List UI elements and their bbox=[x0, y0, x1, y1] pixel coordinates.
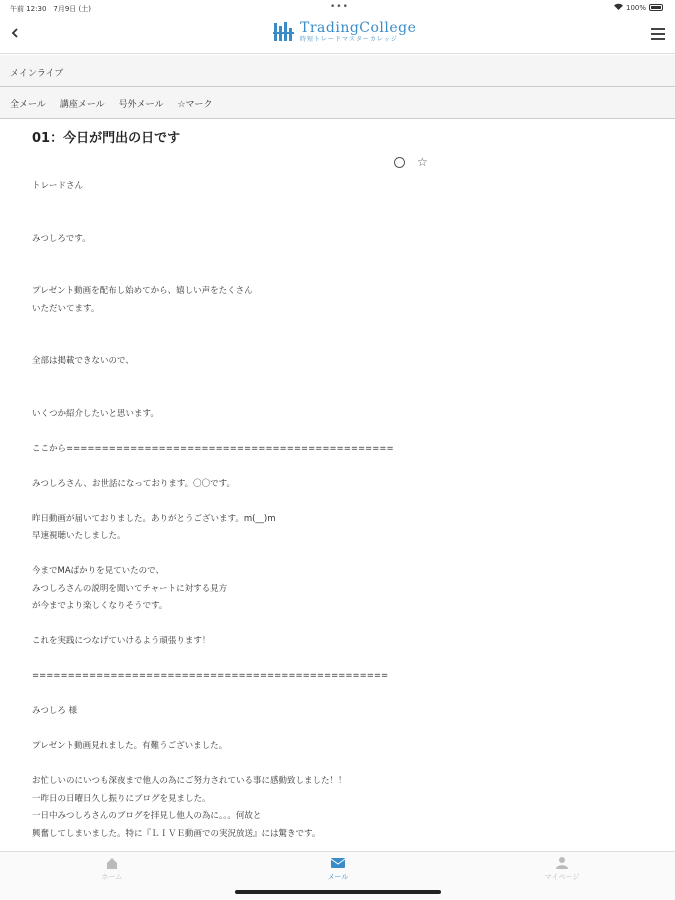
bottom-nav bbox=[0, 851, 675, 900]
status-bar bbox=[0, 0, 675, 16]
mail-line: ================================================== bbox=[32, 671, 389, 681]
mail-line: 全部は掲載できないので、 bbox=[32, 356, 134, 366]
mail-line bbox=[32, 458, 652, 476]
mail-line: ここから============================================== bbox=[32, 443, 394, 454]
logo-subtitle: 時短トレードマスターカレッジ bbox=[300, 36, 398, 43]
mail-line: お忙しいのにいつも深夜まで他人の為にご努力されている事に感動致しました！！ bbox=[32, 776, 347, 786]
mail-line bbox=[32, 721, 652, 739]
mail-line bbox=[32, 213, 652, 231]
app-header bbox=[0, 16, 675, 54]
mail-line bbox=[32, 423, 652, 441]
mail-line: 一昨日の日曜日久し振りにブログを見ました。 bbox=[32, 793, 211, 804]
mail-line bbox=[32, 756, 652, 774]
wifi-icon bbox=[614, 3, 623, 12]
tab-course-mail[interactable]: 講座メール bbox=[59, 100, 105, 110]
mail-line bbox=[32, 318, 652, 336]
chevron-left-icon bbox=[10, 26, 20, 40]
mail-line: 今までMAばかりを見ていたので、 bbox=[32, 566, 164, 576]
logo-mark-icon bbox=[272, 20, 296, 44]
mail-line: これを実践につなげていけるよう頑張ります！ bbox=[32, 636, 211, 646]
status-right bbox=[614, 3, 663, 12]
mail-line: プレゼント動画を配布し始めてから、嬉しい声をたくさん bbox=[32, 286, 253, 296]
battery-icon bbox=[649, 4, 663, 11]
menu-line-icon bbox=[651, 38, 665, 40]
read-status-circle-icon[interactable] bbox=[394, 157, 405, 168]
mail-line: みつしろさん、お世話になっております。〇〇です。 bbox=[32, 478, 235, 489]
app-logo bbox=[272, 20, 416, 44]
tab-all-mail[interactable]: 全メール bbox=[10, 100, 46, 110]
mail-line: いくつか紹介したいと思います。 bbox=[32, 408, 159, 419]
menu-line-icon bbox=[651, 33, 665, 35]
mail-title: 01：今日が門出の日です bbox=[32, 131, 181, 146]
star-icon[interactable]: ☆ bbox=[417, 155, 428, 169]
mail-line: トレードさん bbox=[32, 181, 84, 191]
mail-line bbox=[32, 686, 652, 704]
mail-line: 興奮してしまいました。特に『ＬＩＶＥ動画での実況放送』には驚きです。 bbox=[32, 828, 321, 839]
mail-line: が今までより楽しくなりそうです。 bbox=[32, 601, 168, 611]
mail-line: みつしろです。 bbox=[32, 233, 91, 244]
multitask-dots[interactable]: ••• bbox=[330, 2, 349, 12]
nav-mypage[interactable] bbox=[522, 856, 602, 882]
battery-percent: 100% bbox=[625, 3, 646, 12]
tab-starred[interactable]: ☆マーク bbox=[177, 100, 213, 110]
nav-mypage-label: マイページ bbox=[544, 873, 580, 881]
mail-line bbox=[32, 651, 652, 669]
mail-line: プレゼント動画見れました。有難うございました。 bbox=[32, 741, 228, 751]
mail-line: みつしろ 様 bbox=[32, 706, 78, 716]
home-icon bbox=[105, 856, 119, 870]
mail-line: いただいてます。 bbox=[32, 303, 100, 314]
mail-line bbox=[32, 266, 652, 284]
status-time-date: 午前 12:30 7月9日 (土) bbox=[10, 5, 91, 13]
mail-line: みつしろさんの説明を聞いてチャートに対する見方 bbox=[32, 583, 228, 594]
back-button[interactable] bbox=[10, 26, 24, 44]
mail-line: 早速視聴いたしました。 bbox=[32, 531, 126, 541]
hamburger-menu-button[interactable] bbox=[651, 28, 665, 40]
logo-title: TradingCollege bbox=[300, 20, 417, 36]
tab-extra-mail[interactable]: 号外メール bbox=[118, 100, 164, 110]
mail-line bbox=[32, 388, 652, 406]
section-label: メインライブ bbox=[0, 55, 675, 87]
person-icon bbox=[555, 856, 569, 870]
mail-line bbox=[32, 616, 652, 634]
mail-line bbox=[32, 371, 652, 389]
menu-line-icon bbox=[651, 28, 665, 30]
nav-home[interactable] bbox=[72, 856, 152, 882]
nav-home-label: ホーム bbox=[101, 873, 123, 881]
nav-mail-label: メール bbox=[327, 873, 349, 881]
mail-line bbox=[32, 546, 652, 564]
nav-mail[interactable] bbox=[298, 856, 378, 882]
envelope-icon bbox=[330, 856, 346, 870]
mail-body bbox=[32, 178, 652, 850]
mail-line: 一日中みつしろさんのブログを拝見し他人の為に。。。何故と bbox=[32, 811, 262, 821]
mail-line bbox=[32, 248, 652, 266]
mail-filter-tabs bbox=[0, 87, 675, 119]
mail-line bbox=[32, 336, 652, 354]
mail-line: 昨日動画が届いておりました。ありがとうございます。m(__)m bbox=[32, 513, 276, 524]
mail-line bbox=[32, 493, 652, 511]
home-indicator[interactable] bbox=[235, 890, 441, 894]
mail-line bbox=[32, 196, 652, 214]
mail-actions bbox=[394, 155, 428, 169]
